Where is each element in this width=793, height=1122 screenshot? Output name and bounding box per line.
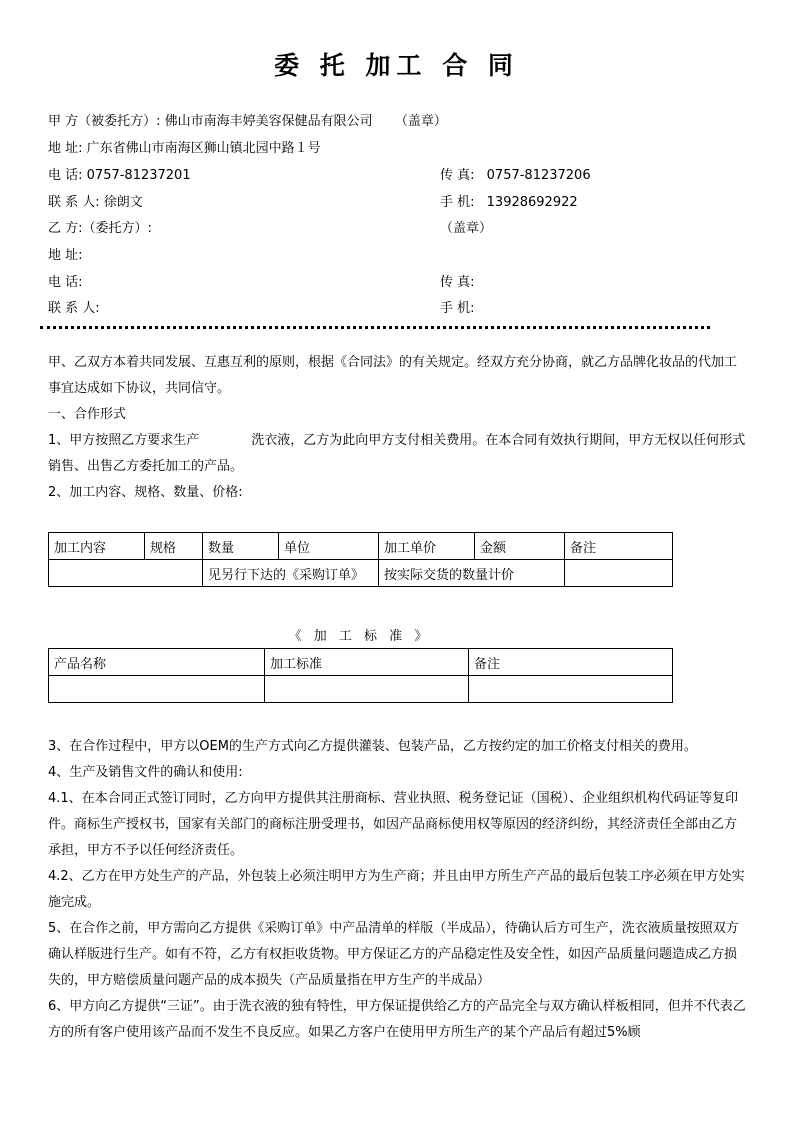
party-a-address-label: 地 址: — [48, 141, 83, 156]
table-row — [49, 560, 673, 587]
table-cell — [49, 560, 203, 587]
party-b-label: 乙 方:（委托方）: — [48, 221, 152, 236]
table-header-cell: 加工单价 — [379, 533, 475, 560]
table-header-cell: 金额 — [475, 533, 565, 560]
standards-caption: 《 加 工 标 准 》 — [288, 629, 432, 644]
intro-block — [48, 350, 748, 506]
table-header-cell: 产品名称 — [49, 649, 265, 676]
party-b-mobile-label: 手 机: — [440, 301, 475, 316]
clause-4-2: 4.2、乙方在甲方处生产的产品，外包装上必须注明甲方为生产商；并且由甲方所生产产品的最后包装工序必须在甲方处实施完成。 — [48, 869, 745, 910]
table-cell — [49, 676, 265, 703]
table-header-cell: 数量 — [203, 533, 279, 560]
table-header-cell: 规格 — [145, 533, 203, 560]
party-a-phone-label: 电 话: — [48, 168, 83, 183]
clause-5: 5、在合作之前，甲方需向乙方提供《采购订单》中产品清单的样版（半成品），待确认后方可生产，洗衣液质量按照双方确认样版进行生产。如有不符，乙方有权拒收货物。甲方保证乙方的产品稳定性及安全性，如因产品质量问题造成乙方损失的，甲方赔偿质量问题产品的成本损失（产品质量指在甲方生产的半成品） — [48, 921, 739, 988]
party-a-phone-line — [48, 168, 191, 184]
party-a-seal: （盖章） — [394, 114, 447, 129]
processing-items-table — [48, 532, 673, 587]
clause-6: 6、甲方向乙方提供“三证”。由于洗衣液的独有特性，甲方保证提供给乙方的产品完全与双方确认样板相同，但并不代表乙方的所有客户使用该产品而不发生不良反应。如果乙方客户在使用甲方所生产的某个产品后有超过5%顾 — [48, 999, 746, 1040]
party-a-fax-line — [440, 168, 591, 184]
order-note-cell: 见另行下达的《采购订单》 — [203, 560, 379, 587]
party-a-mobile-label: 手 机: — [440, 195, 475, 210]
party-b-contact-label: 联 系 人: — [48, 301, 100, 316]
table-cell — [469, 676, 673, 703]
clause-3: 3、在合作过程中，甲方以OEM的生产方式向乙方提供灌装、包装产品，乙方按约定的加工价格支付相关的费用。 — [48, 739, 697, 754]
party-a-phone: 0757-81237201 — [86, 168, 191, 183]
table-cell — [565, 560, 673, 587]
table-header-row — [49, 533, 673, 560]
party-a-name: 佛山市南海丰婷美容保健品有限公司 — [164, 114, 373, 129]
table-header-cell: 备注 — [565, 533, 673, 560]
party-a-contact-line — [48, 195, 143, 211]
party-a-fax: 0757-81237206 — [486, 168, 591, 183]
document-title: 委 托 加工 合 同 — [274, 51, 519, 80]
table-header-cell: 加工标准 — [265, 649, 469, 676]
party-a-contact-label: 联 系 人: — [48, 195, 100, 210]
party-a-line — [48, 114, 447, 130]
party-a-address-line — [48, 141, 321, 157]
table-cell — [265, 676, 469, 703]
table-row — [49, 676, 673, 703]
clause-4: 4、生产及销售文件的确认和使用: — [48, 765, 243, 780]
clause-2: 2、加工内容、规格、数量、价格: — [48, 485, 243, 500]
party-b-phone-label: 电 话: — [48, 275, 83, 290]
party-a-contact: 徐朗文 — [103, 195, 143, 210]
quantity-note-cell: 按实际交货的数量计价 — [379, 560, 565, 587]
party-b-fax-label: 传 真: — [440, 275, 475, 290]
party-a-address: 广东省佛山市南海区狮山镇北园中路１号 — [86, 141, 321, 156]
party-a-mobile-line — [440, 195, 578, 211]
dotted-divider — [40, 326, 710, 329]
party-a-fax-label: 传 真: — [440, 168, 475, 183]
clause-4-1: 4.1、在本合同正式签订同时，乙方向甲方提供其注册商标、营业执照、税务登记证（国税）、企业组织机构代码证等复印件。商标生产授权书，国家有关部门的商标注册受理书，如因产品商标使用权等原因的经济纠纷，其经济责任全部由乙方承担，甲方不予以任何经济责任。 — [48, 791, 739, 858]
clause-1: 1、甲方按照乙方要求生产 洗衣液，乙方为此向甲方支付相关费用。在本合同有效执行期间，甲方无权以任何形式销售、出售乙方委托加工的产品。 — [48, 433, 746, 474]
table-header-row — [49, 649, 673, 676]
party-b-address-label: 地 址: — [48, 248, 83, 263]
table-header-cell: 单位 — [279, 533, 379, 560]
standards-table — [48, 648, 673, 703]
party-b-seal: （盖章） — [440, 221, 493, 236]
table-header-cell: 加工内容 — [49, 533, 145, 560]
intro-paragraph: 甲、乙双方本着共同发展、互惠互利的原则，根据《合同法》的有关规定。经双方充分协商，就乙方品牌化妆品的代加工事宜达成如下协议，共同信守。 — [48, 355, 738, 396]
clauses-block — [48, 734, 748, 1046]
party-a-label: 甲 方（被委托方）: — [48, 114, 161, 129]
section-1-heading: 一、合作形式 — [48, 407, 127, 422]
table-header-cell: 备注 — [469, 649, 673, 676]
party-a-mobile: 13928692922 — [486, 195, 578, 210]
